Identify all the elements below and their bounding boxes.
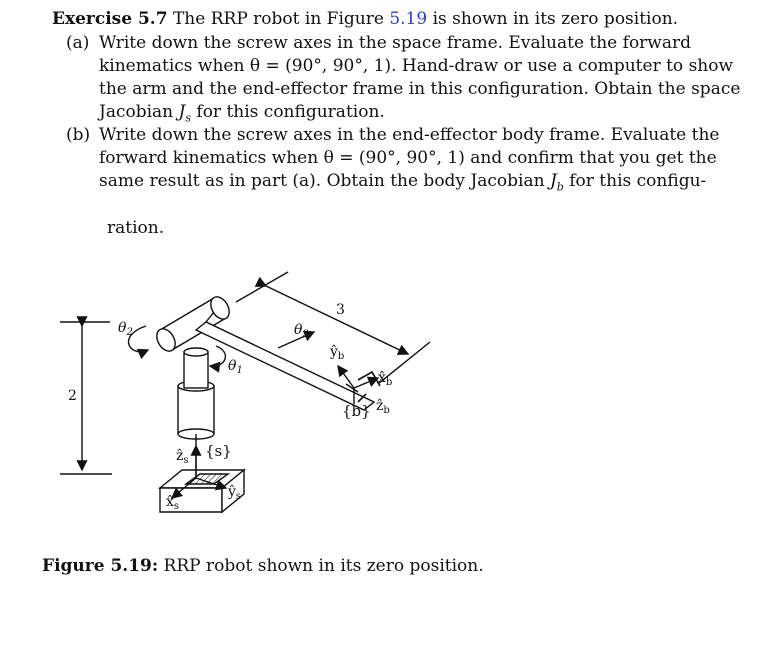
- height-value-label: 2: [68, 388, 77, 404]
- zs-axis-label: ẑ$_s$: [176, 448, 189, 466]
- body-frame-label: {b}: [342, 402, 371, 420]
- exercise-intro-post: is shown in its zero position.: [427, 9, 679, 29]
- figure-reference-link[interactable]: 5.19: [389, 9, 428, 29]
- theta2-label: $\theta_2$: [118, 320, 133, 338]
- part-a-line-4-post: for this configuration.: [191, 102, 385, 122]
- space-jacobian-subscript: s: [185, 111, 191, 125]
- part-a-line-1: Write down the screw axes in the space frame. Evaluate the forward: [99, 33, 691, 53]
- theta3-label: $\theta_3$: [294, 322, 309, 340]
- zb-axis-label: ẑ$_b$: [376, 398, 390, 416]
- exercise-intro-pre: The RRP robot in Figure: [172, 9, 390, 29]
- figure-caption: [42, 555, 484, 577]
- robot-arm-link: [196, 312, 374, 410]
- height-dimension: [60, 322, 112, 474]
- space-frame-label: {s}: [205, 442, 232, 460]
- length-dimension: [236, 272, 430, 384]
- theta1-rotation-arrow: [210, 346, 225, 366]
- part-a-tag: (a): [66, 33, 90, 53]
- part-b-tag: (b): [66, 125, 91, 145]
- part-b-line-1: Write down the screw axes in the end-effector body frame. Evaluate the: [99, 125, 720, 145]
- ys-axis-label: $ŷ_s$: [228, 484, 242, 502]
- theta1-label: $\theta_1$: [228, 358, 243, 376]
- part-b-line-3-pre: same result as in part (a). Obtain the body Jacobian: [99, 171, 550, 191]
- part-a-line-3: the arm and the end-effector frame in this configuration. Obtain the space: [99, 79, 741, 99]
- exercise-label: Exercise 5.7: [52, 9, 168, 29]
- xs-axis-label: $x̂_s$: [166, 494, 180, 512]
- part-a-line-2: kinematics when θ = (90°, 90°, 1). Hand-draw or use a computer to show: [99, 56, 734, 76]
- yb-axis-label: $ŷ_b$: [330, 344, 345, 362]
- space-jacobian-symbol: J: [178, 102, 186, 122]
- xb-axis-label: $x̂_b$: [378, 370, 393, 388]
- body-frame-axes: [329, 343, 392, 420]
- body-jacobian-symbol: J: [549, 171, 557, 191]
- part-b-line-4: ration.: [107, 218, 165, 238]
- figure-caption-label: Figure 5.19:: [42, 556, 159, 576]
- part-a-line-4-pre: Jacobian: [99, 102, 179, 122]
- figure-caption-text: RRP robot shown in its zero position.: [158, 556, 484, 576]
- shoulder-cylinder: [153, 294, 233, 355]
- body-jacobian-subscript: b: [556, 180, 564, 194]
- part-b-line-3-post: for this configu-: [563, 171, 707, 191]
- part-b-line-2: forward kinematics when θ = (90°, 90°, 1) and confirm that you get the: [99, 148, 717, 168]
- length-value-label: 3: [336, 302, 345, 318]
